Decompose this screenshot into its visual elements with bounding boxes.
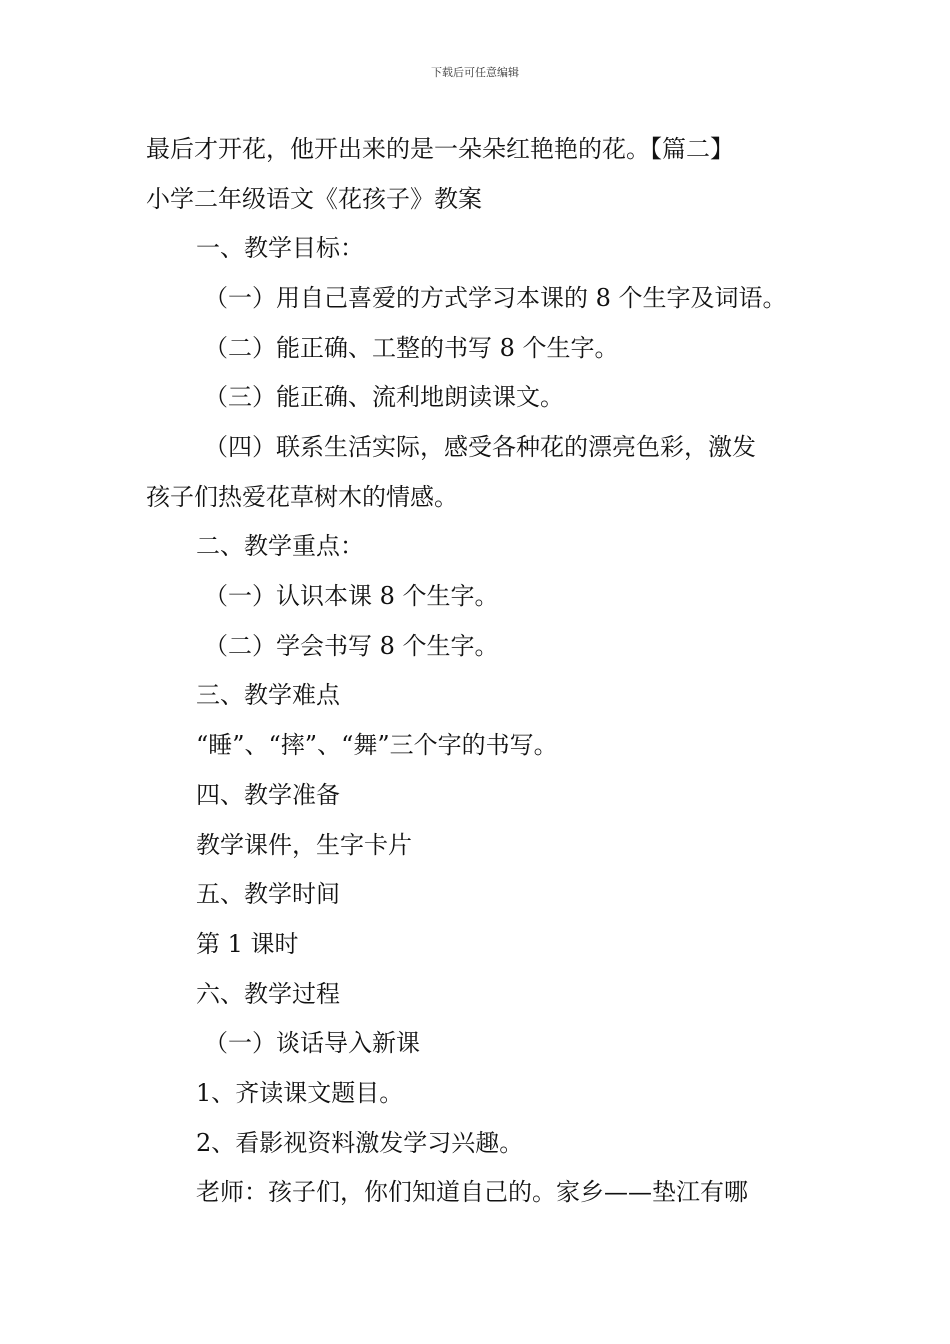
body-line: （一）用自己喜爱的方式学习本课的 8 个生字及词语。 bbox=[204, 284, 787, 312]
section-heading: 二、教学重点： bbox=[196, 532, 364, 560]
section-heading: 四、教学准备 bbox=[196, 781, 340, 809]
body-line: 教学课件，生字卡片 bbox=[196, 831, 412, 859]
body-line: （三）能正确、流利地朗读课文。 bbox=[204, 383, 564, 411]
body-line: （四）联系生活实际，感受各种花的漂亮色彩，激发 bbox=[204, 433, 756, 461]
body-line: 第 1 课时 bbox=[196, 930, 299, 958]
body-line: （二）能正确、工整的书写 8 个生字。 bbox=[204, 334, 619, 362]
section-heading: 六、教学过程 bbox=[196, 980, 340, 1008]
body-line: 1、齐读课文题目。 bbox=[196, 1079, 404, 1107]
section-heading: 五、教学时间 bbox=[196, 880, 340, 908]
body-line: （二）学会书写 8 个生字。 bbox=[204, 632, 499, 660]
body-line: 最后才开花，他开出来的是一朵朵红艳艳的花。【篇二】 bbox=[146, 135, 734, 163]
section-heading: 三、教学难点 bbox=[196, 681, 340, 709]
body-line: 老师：孩子们，你们知道自己的。家乡——垫江有哪 bbox=[196, 1178, 748, 1206]
page-header: 下载后可任意编辑 bbox=[431, 66, 519, 79]
body-line: 孩子们热爱花草树木的情感。 bbox=[146, 483, 458, 511]
body-line: 2、看影视资料激发学习兴趣。 bbox=[196, 1129, 524, 1157]
body-line: “睡”、“摔”、“舞”三个字的书写。 bbox=[196, 731, 558, 759]
body-line: 小学二年级语文《花孩子》教案 bbox=[146, 185, 482, 213]
body-line: （一）认识本课 8 个生字。 bbox=[204, 582, 499, 610]
body-line: （一）谈话导入新课 bbox=[204, 1029, 420, 1057]
section-heading: 一、教学目标： bbox=[196, 234, 364, 262]
